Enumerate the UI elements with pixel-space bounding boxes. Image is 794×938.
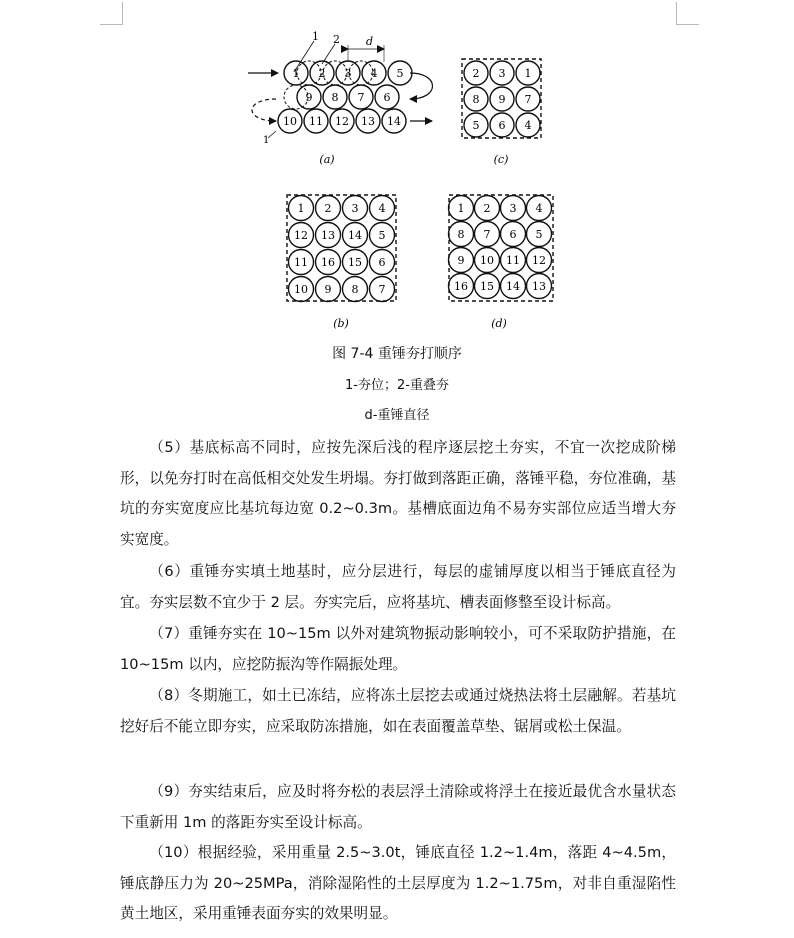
tamp-order-number: 1 xyxy=(292,67,300,80)
tamp-order-number: 6 xyxy=(498,119,506,132)
paragraph-8: （8）冬期施工，如土已冻结，应将冻土层挖去或通过烧热法将土层融解。若基坑挖好后不能立即夯实，应采取防冻措施，如在表面覆盖草垫、锯屑或松土保温。 xyxy=(120,687,676,735)
tamp-order-number: 7 xyxy=(378,283,386,296)
tamp-order-number: 8 xyxy=(351,283,359,296)
tamp-order-number: 3 xyxy=(344,67,352,80)
tamp-order-number: 7 xyxy=(483,228,491,241)
tamp-order-number: 11 xyxy=(309,115,323,128)
tamp-order-number: 12 xyxy=(294,229,308,242)
callout-label: 1 xyxy=(263,135,270,146)
tamp-order-number: 1 xyxy=(297,202,305,215)
figure-legend-line-2: d-重锤直径 xyxy=(364,408,430,423)
figure-title: 图 7-4 重锤夯打顺序 xyxy=(332,346,462,362)
tamp-order-number: 2 xyxy=(472,67,480,80)
tamp-order-number: 8 xyxy=(331,91,339,104)
tamp-order-number: 10 xyxy=(294,283,308,296)
tamp-order-number: 13 xyxy=(361,115,375,128)
tamp-order-number: 1 xyxy=(524,67,532,80)
tamp-order-number: 13 xyxy=(321,229,335,242)
callout-label-d: d xyxy=(366,35,374,48)
turn-arrow-dashed xyxy=(252,99,276,121)
tamp-order-number: 3 xyxy=(498,67,506,80)
tamp-order-number: 1 xyxy=(457,202,465,215)
figure-legend-line-1: 1-夯位；2-重叠夯 xyxy=(345,378,449,393)
tamp-order-number: 14 xyxy=(348,229,362,242)
paragraph-7: （7）重锤夯实在 10~15m 以外对建筑物振动影响较小，可不采取防护措施，在 10~15m 以内，应挖防振沟等作隔振处理。 xyxy=(120,625,676,673)
tamp-order-number: 2 xyxy=(318,67,326,80)
tamp-order-number: 2 xyxy=(324,202,332,215)
tamp-order-number: 5 xyxy=(535,228,543,241)
tamping-order-figure xyxy=(0,0,794,340)
overlap-circle xyxy=(284,85,308,109)
tamp-order-number: 13 xyxy=(532,280,546,293)
tamp-order-number: 8 xyxy=(472,93,480,106)
tamp-order-number: 2 xyxy=(483,202,491,215)
tamp-order-number: 14 xyxy=(387,115,401,128)
overlap-circle xyxy=(349,61,373,85)
tamp-order-number: 6 xyxy=(509,228,517,241)
tamp-order-number: 5 xyxy=(378,229,386,242)
overlap-circle xyxy=(297,61,321,85)
overlap-circle xyxy=(323,61,347,85)
paragraph-6: （6）重锤夯实填土地基时，应分层进行，每层的虚铺厚度以相当于锤底直径为宜。夯实层数不宜少于 2 层。夯实完后，应将基坑、槽表面修整至设计标高。 xyxy=(120,563,676,611)
callout-line xyxy=(322,44,335,64)
tamp-order-number: 4 xyxy=(378,202,386,215)
tamp-order-number: 11 xyxy=(294,256,308,269)
tamp-order-number: 12 xyxy=(335,115,349,128)
callout-label: 1 xyxy=(312,30,319,43)
tamp-order-number: 15 xyxy=(480,280,494,293)
tamp-order-number: 4 xyxy=(524,119,532,132)
tamp-order-number: 8 xyxy=(457,228,465,241)
tamp-order-number: 6 xyxy=(383,91,391,104)
tamp-order-number: 16 xyxy=(321,256,335,269)
tamp-order-number: 9 xyxy=(305,91,313,104)
panel-label: (d) xyxy=(491,317,507,330)
tamp-order-number: 3 xyxy=(509,202,517,215)
panel-label: (b) xyxy=(333,317,349,330)
tamp-order-number: 4 xyxy=(535,202,543,215)
panel-label: (a) xyxy=(319,153,335,166)
tamp-order-number: 5 xyxy=(472,119,480,132)
paragraph-9: （9）夯实结束后，应及时将夯松的表层浮土清除或将浮土在接近最优含水量状态下重新用 1m 的落距夯实至设计标高。 xyxy=(120,783,676,831)
tamp-order-number: 9 xyxy=(457,254,465,267)
paragraph-5: （5）基底标高不同时，应按先深后浅的程序逐层挖土夯实，不宜一次挖成阶梯形，以免夯打时在高低相交处发生坍塌。夯打做到落距正确，落锤平稳，夯位准确，基坑的夯实宽度应比基坑每边宽 0.2~0.3m。基槽底面边角不易夯实部位应适当增大夯实宽度。 xyxy=(120,439,676,548)
callout-label: 2 xyxy=(333,33,340,46)
tamp-order-number: 10 xyxy=(480,254,494,267)
tamp-order-number: 9 xyxy=(324,283,332,296)
tamp-order-number: 6 xyxy=(378,256,386,269)
panel-d xyxy=(449,195,554,330)
tamp-order-number: 10 xyxy=(283,115,297,128)
tamp-order-number: 16 xyxy=(454,280,468,293)
panel-label: (c) xyxy=(493,153,509,166)
tamp-order-number: 5 xyxy=(396,67,404,80)
tamp-order-number: 14 xyxy=(506,280,520,293)
tamp-order-number: 9 xyxy=(498,93,506,106)
tamp-order-number: 7 xyxy=(524,93,532,106)
tamp-order-number: 12 xyxy=(532,254,546,267)
tamp-order-number: 7 xyxy=(357,91,365,104)
paragraph-10: （10）根据经验，采用重量 2.5~3.0t，锤底直径 1.2~1.4m，落距 4~4.5m，锤底静压力为 20~25MPa，消除湿陷性的土层厚度为 1.2~1.75m，对非自重湿陷性黄土地区，采用重锤表面夯实的效果明显。 xyxy=(120,844,676,922)
turn-arrow xyxy=(410,73,433,99)
tamp-order-number: 15 xyxy=(348,256,362,269)
panel-c xyxy=(462,59,541,166)
panel-a xyxy=(248,30,433,166)
panel-b xyxy=(287,195,396,330)
tamp-order-number: 4 xyxy=(370,67,378,80)
tamp-order-number: 3 xyxy=(351,202,359,215)
tamp-order-number: 11 xyxy=(506,254,520,267)
